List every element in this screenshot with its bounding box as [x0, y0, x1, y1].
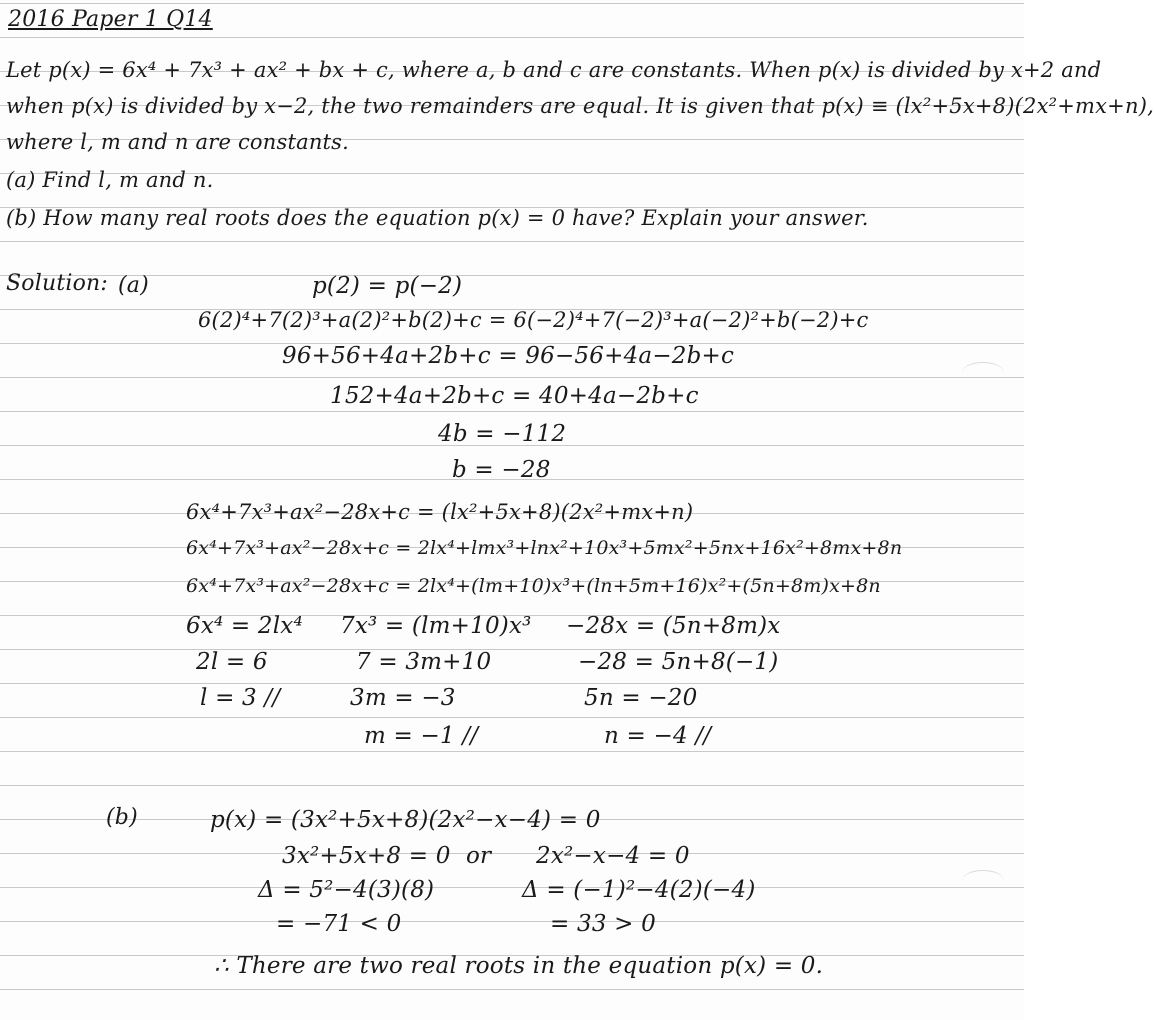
b-left-line-1: 3x²+5x+8 = 0: [282, 843, 451, 869]
solution-a-line-2: 6(2)⁴+7(2)³+a(2)²+b(2)+c = 6(−2)⁴+7(−2)³+a(−2)²+b(−2)+c: [198, 308, 869, 332]
col1-line-1: 6x⁴ = 2lx⁴: [186, 613, 303, 639]
col1-line-2: 2l = 6: [196, 649, 268, 675]
page-title: 2016 Paper 1 Q14: [8, 7, 213, 32]
solution-part-a-label: (a): [118, 273, 149, 298]
col1-line-3: l = 3 //: [200, 685, 281, 711]
col3-line-1: −28x = (5n+8m)x: [566, 613, 781, 639]
solution-label: Solution:: [6, 271, 109, 296]
b-right-line-3: = 33 > 0: [550, 911, 656, 937]
b-left-line-2: Δ = 5²−4(3)(8): [258, 877, 435, 903]
solution-a-line-6: b = −28: [452, 457, 551, 483]
solution-a-line-8: 6x⁴+7x³+ax²−28x+c = 2lx⁴+lmx³+lnx²+10x³+5mx²+5nx+16x²+8mx+8n: [186, 537, 903, 559]
col3-line-2: −28 = 5n+8(−1): [578, 649, 779, 675]
col2-line-4: m = −1 //: [364, 723, 479, 749]
col2-line-1: 7x³ = (lm+10)x³: [340, 613, 532, 639]
solution-a-line-9: 6x⁴+7x³+ax²−28x+c = 2lx⁴+(lm+10)x³+(ln+5m+16)x²+(5n+8m)x+8n: [186, 575, 881, 597]
col2-line-3: 3m = −3: [350, 685, 456, 711]
solution-b-main: p(x) = (3x²+5x+8)(2x²−x−4) = 0: [210, 807, 601, 833]
solution-conclusion: ∴ There are two real roots in the equation p(x) = 0.: [214, 953, 824, 979]
b-or: or: [466, 843, 492, 869]
solution-a-line-3: 96+56+4a+2b+c = 96−56+4a−2b+c: [282, 343, 735, 369]
solution-a-line-7: 6x⁴+7x³+ax²−28x+c = (lx²+5x+8)(2x²+mx+n): [186, 500, 694, 524]
question-part-b: (b) How many real roots does the equation p(x) = 0 have? Explain your answer.: [6, 206, 869, 230]
paper-smudge-mark: [962, 362, 1004, 383]
question-line-2: when p(x) is divided by x−2, the two remainders are equal. It is given that p(x) ≡ (lx²+5x+8)(2x²+mx+n),: [6, 94, 1154, 118]
paper-smudge-mark: [962, 870, 1004, 891]
question-line-1: Let p(x) = 6x⁴ + 7x³ + ax² + bx + c, where a, b and c are constants. When p(x) is divided by x+2 and: [6, 58, 1102, 82]
solution-part-b-label: (b): [106, 805, 138, 830]
b-left-line-3: = −71 < 0: [276, 911, 402, 937]
question-part-a: (a) Find l, m and n.: [6, 168, 214, 192]
b-right-line-2: Δ = (−1)²−4(2)(−4): [522, 877, 756, 903]
question-line-3: where l, m and n are constants.: [6, 130, 350, 154]
solution-a-line-5: 4b = −112: [438, 421, 567, 447]
solution-a-line-4: 152+4a+2b+c = 40+4a−2b+c: [330, 383, 699, 409]
solution-a-line-1: p(2) = p(−2): [312, 273, 463, 299]
col3-line-3: 5n = −20: [584, 685, 698, 711]
col3-line-4: n = −4 //: [604, 723, 712, 749]
b-right-line-1: 2x²−x−4 = 0: [536, 843, 690, 869]
col2-line-2: 7 = 3m+10: [356, 649, 492, 675]
